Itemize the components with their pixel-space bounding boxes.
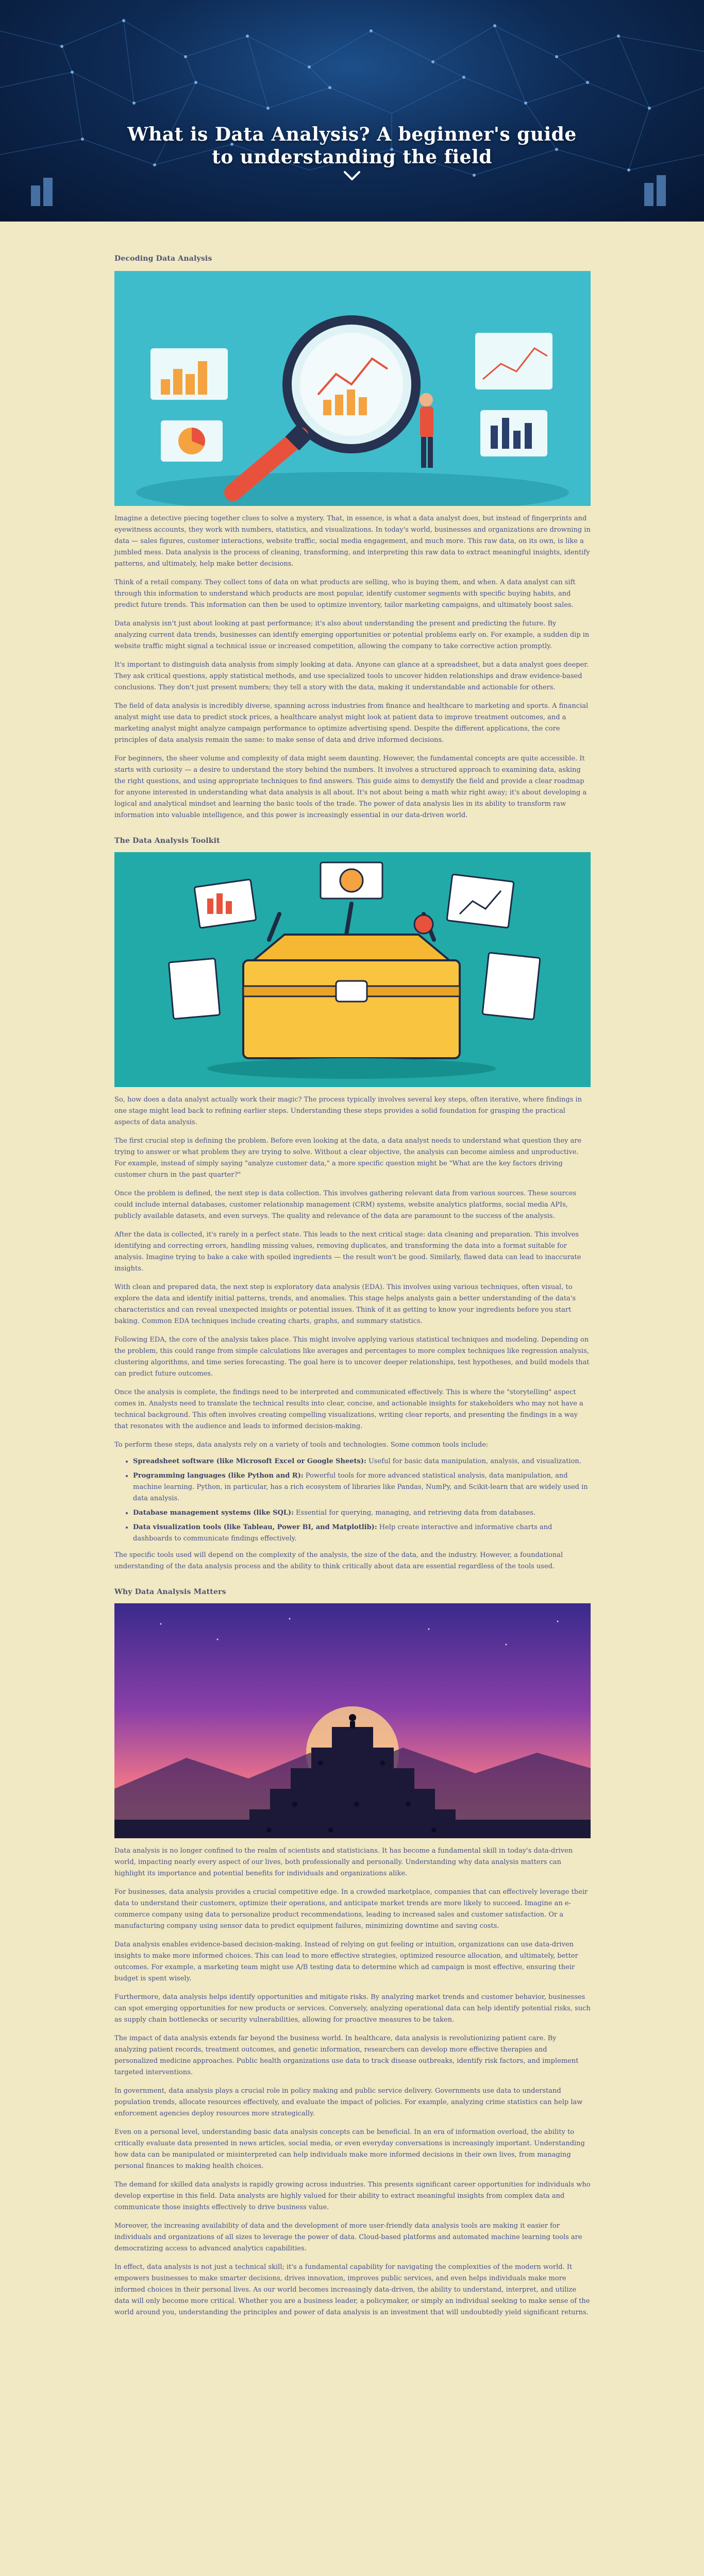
paragraph: Imagine a detective piecing together clues to solve a mystery. That, in essence, is what a data analyst does, but instead of fingerprints and eyewitness accounts, they work with numbers, statistics, and visualizations. In today's world, businesses and organizations are drowning in data — sales figures, customer interactions, website traffic, social media engagement, and much more. This raw data, on its own, is like a jumbled mess. Data analysis is the process of cleaning, transforming, and interpreting this raw data to extract meaningful insights, identify patterns, and ultimately, help make better decisions.	[114, 515, 591, 568]
article-body	[114, 222, 591, 2318]
chevron-down-icon[interactable]	[342, 170, 362, 182]
page-title-line-1: What is Data Analysis? A beginner's guide	[127, 124, 577, 146]
tool-description: Help create interactive and informative charts and dashboards to communicate findings effectively.	[133, 1523, 552, 1543]
paragraph: For beginners, the sheer volume and complexity of data might seem daunting. However, the fundamental concepts are quite accessible. It starts with curiosity — a desire to understand the story behind the numbers. It involves a structured approach to examining data, asking the right questions, and using appropriate techniques to find answers. This guide aims to demystify the field and provide a clear roadmap for anyone interested in understanding what data analysis is all about. It's not about being a math whiz right away; it's about developing a logical and analytical mindset and learning the basic tools of the trade. The power of data analysis lies in its ability to transform raw information into valuable intelligence, and this power is increasingly essential in our data-driven world.	[114, 755, 587, 819]
paragraph: The impact of data analysis extends far beyond the business world. In healthcare, data analysis is revolutionizing patient care. By analyzing patient records, treatment outcomes, and genetic information, researchers can develop more effective therapies and personalized medicine approaches. Public health organizations use data to track disease outbreaks, identify risk factors, and implement targeted interventions.	[114, 2035, 579, 2076]
tool-name: Database management systems (like SQL):	[133, 1509, 294, 1517]
list-item	[133, 1456, 591, 1467]
tool-name: Spreadsheet software (like Microsoft Excel or Google Sheets):	[133, 1458, 366, 1465]
paragraph: For businesses, data analysis provides a crucial competitive edge. In a crowded marketplace, companies that can effectively leverage their data to understand their customers, optimize their operations, and anticipate market trends are more likely to succeed. Imagine an e-commerce company using data to personalize product recommendations, leading to increased sales and customer satisfaction. Or a manufacturing company using sensor data to predict equipment failures, minimizing downtime and saving costs.	[114, 1888, 588, 1930]
tool-description: Powerful tools for more advanced statistical analysis, data manipulation, and machine learning. Python, in particular, has a rich ecosystem of libraries like Pandas, NumPy, and Scikit-learn that are widely used in data analysis.	[133, 1472, 588, 1502]
magnifier-dashboard-illustration	[114, 271, 591, 506]
section-heading: The Data Analysis Toolkit	[114, 837, 220, 845]
toolbox-illustration	[114, 852, 591, 1087]
paragraph: Furthermore, data analysis helps identify opportunities and mitigate risks. By analyzing market trends and customer behavior, businesses can spot emerging opportunities for new products or services. Conversely, analyzing operational data can help identify potential risks, such as supply chain bottlenecks or security vulnerabilities, allowing for proactive measures to be taken.	[114, 1993, 591, 2024]
paragraph: The field of data analysis is incredibly diverse, spanning across industries from finance and healthcare to marketing and sports. A financial analyst might use data to predict stock prices, a healthcare analyst might look at patient data to improve treatment outcomes, and a marketing analyst might analyze campaign performance to optimize advertising spend. Despite the different applications, the core principles of data analysis remain the same: to make sense of data and drive informed decisions.	[114, 702, 589, 744]
page-title	[0, 123, 704, 168]
paragraph: Data analysis is no longer confined to the realm of scientists and statisticians. It has become a fundamental skill in today's data-driven world, impacting nearly every aspect of our lives, both professionally and personally. Understanding why data analysis matters can highlight its importance and potential benefits for individuals and organizations alike.	[114, 1847, 573, 1877]
paragraph: With clean and prepared data, the next step is exploratory data analysis (EDA). This involves using various techniques, often visual, to explore the data and identify initial patterns, trends, and anomalies. This stage helps analysts gain a better understanding of the data's characteristics and can reveal unexpected insights or potential issues. Think of it as getting to know your ingredients before you start baking. Common EDA techniques include creating charts, graphs, and summary statistics.	[114, 1283, 576, 1325]
section-data-analysis-toolkit	[114, 837, 591, 1572]
paragraph: Think of a retail company. They collect tons of data on what products are selling, who is buying them, and when. A data analyst can sift through this information to understand which products are most popular, identify customer segments with specific buying habits, and predict future trends. This information can then be used to optimize inventory, tailor marketing campaigns, and ultimately boost sales.	[114, 579, 576, 609]
paragraph: It's important to distinguish data analysis from simply looking at data. Anyone can glance at a spreadsheet, but a data analyst goes deeper. They ask critical questions, apply statistical methods, and use specialized tools to uncover hidden relationships and draw evidence-based conclusions. They don't just present numbers; they tell a story with the data, making it understandable and actionable for others.	[114, 661, 589, 691]
section-why-data-analysis-matters	[114, 1588, 591, 2318]
section-heading: Decoding Data Analysis	[114, 255, 212, 263]
paragraph: After the data is collected, it's rarely in a perfect state. This leads to the next critical stage: data cleaning and preparation. This involves identifying and correcting errors, handling missing values, removing duplicates, and transforming the data into a format suitable for analysis. Imagine trying to bake a cake with spoiled ingredients — the result won't be good. Similarly, flawed data can lead to inaccurate insights.	[114, 1231, 581, 1273]
paragraph: Once the problem is defined, the next step is data collection. This involves gathering relevant data from various sources. These sources could include internal databases, customer relationship management (CRM) systems, website analytics platforms, social media APIs, publicly available datasets, and even surveys. The quality and relevance of the data are paramount to the success of the analysis.	[114, 1190, 577, 1220]
paragraph: In government, data analysis plays a crucial role in policy making and public service delivery. Governments use data to understand population trends, allocate resources effectively, and evaluate the impact of policies. For example, analyzing crime statistics can help law enforcement agencies deploy resources more strategically.	[114, 2087, 583, 2117]
hero-banner	[0, 0, 704, 222]
tool-name: Programming languages (like Python and R):	[133, 1472, 304, 1480]
page-title-line-2: to understanding the field	[212, 146, 492, 168]
list-item	[133, 1507, 591, 1519]
paragraph: The specific tools used will depend on the complexity of the analysis, the size of the data, and the industry. However, a foundational understanding of the data analysis process and the ability to think critically about data are essential regardless of the tools used.	[114, 1551, 563, 1570]
section-decoding-data-analysis	[114, 255, 591, 821]
paragraph: Data analysis enables evidence-based decision-making. Instead of relying on gut feeling or intuition, organizations can use data-driven insights to make more informed choices. This can lead to more effective strategies, optimized resource allocation, and ultimately, better outcomes. For example, a marketing team might use A/B testing data to determine which ad campaign is most effective, ensuring their budget is spent wisely.	[114, 1941, 578, 1982]
paragraph: The demand for skilled data analysts is rapidly growing across industries. This presents significant career opportunities for individuals who develop expertise in this field. Data analysts are highly valued for their ability to extract meaningful insights from complex data and communicate those insights effectively to drive business value.	[114, 2181, 591, 2211]
summit-stairs-illustration	[114, 1603, 591, 1838]
list-item	[133, 1522, 591, 1545]
paragraph: Even on a personal level, understanding basic data analysis concepts can be beneficial. In an era of information overload, the ability to critically evaluate data presented in news articles, social media, or even everyday conversations is increasingly important. Understanding how data can be manipulated or misinterpreted can help individuals make more informed decisions in their own lives, from managing personal finances to making health choices.	[114, 2128, 585, 2170]
paragraph: In effect, data analysis is not just a technical skill; it's a fundamental capability for navigating the complexities of the modern world. It empowers businesses to make smarter decisions, drives innovation, improves public services, and even helps individuals make more informed choices in their personal lives. As our world becomes increasingly data-driven, the ability to understand, interpret, and utilize data will only become more critical. Whether you are a business leader, a policymaker, or simply an individual seeking to make sense of the world around you, understanding the principles and power of data analysis is an investment that will undoubtedly yield significant returns.	[114, 2263, 590, 2316]
tool-description: Essential for querying, managing, and retrieving data from databases.	[296, 1509, 535, 1517]
paragraph: To perform these steps, data analysts rely on a variety of tools and technologies. Some common tools include:	[114, 1441, 489, 1449]
network-background-illustration	[0, 0, 704, 222]
paragraph: The first crucial step is defining the problem. Before even looking at the data, a data analyst needs to understand what question they are trying to answer or what problem they are trying to solve. Without a clear objective, the analysis can become aimless and unproductive. For example, instead of simply saying "analyze customer data," a more specific question might be "What are the key factors driving customer churn in the past quarter?"	[114, 1137, 582, 1179]
section-heading: Why Data Analysis Matters	[114, 1588, 226, 1596]
tool-name: Data visualization tools (like Tableau, Power BI, and Matplotlib):	[133, 1523, 377, 1531]
paragraph: Following EDA, the core of the analysis takes place. This might involve applying various statistical techniques and modeling. Depending on the problem, this could range from simple calculations like averages and percentages to more complex techniques like regression analysis, clustering algorithms, and time series forecasting. The goal here is to uncover deeper relationships, test hypotheses, and build models that can predict future outcomes.	[114, 1336, 590, 1378]
paragraph: Once the analysis is complete, the findings need to be interpreted and communicated effectively. This is where the "storytelling" aspect comes in. Analysts need to translate the technical results into clear, concise, and actionable insights for stakeholders who may not have a technical background. This often involves creating compelling visualizations, writing clear reports, and presenting the findings in a way that resonates with the audience and leads to informed decision-making.	[114, 1388, 583, 1430]
paragraph: So, how does a data analyst actually work their magic? The process typically involves several key steps, often iterative, where findings in one stage might lead back to refining earlier steps. Understanding these steps provides a solid foundation for grasping the practical aspects of data analysis.	[114, 1096, 582, 1126]
paragraph: Moreover, the increasing availability of data and the development of more user-friendly data analysis tools are making it easier for individuals and organizations of all sizes to leverage the power of data. Cloud-based platforms and automated machine learning tools are democratizing access to advanced analytics capabilities.	[114, 2222, 582, 2252]
list-item	[133, 1470, 591, 1504]
tool-description: Useful for basic data manipulation, analysis, and visualization.	[368, 1458, 581, 1465]
paragraph: Data analysis isn't just about looking at past performance; it's also about understanding the present and predicting the future. By analyzing current data trends, businesses can identify emerging opportunities or potential problems early on. For example, a sudden dip in website traffic might signal a technical issue or increased competition, allowing the company to take corrective action promptly.	[114, 620, 590, 650]
tools-list	[114, 1456, 591, 1545]
